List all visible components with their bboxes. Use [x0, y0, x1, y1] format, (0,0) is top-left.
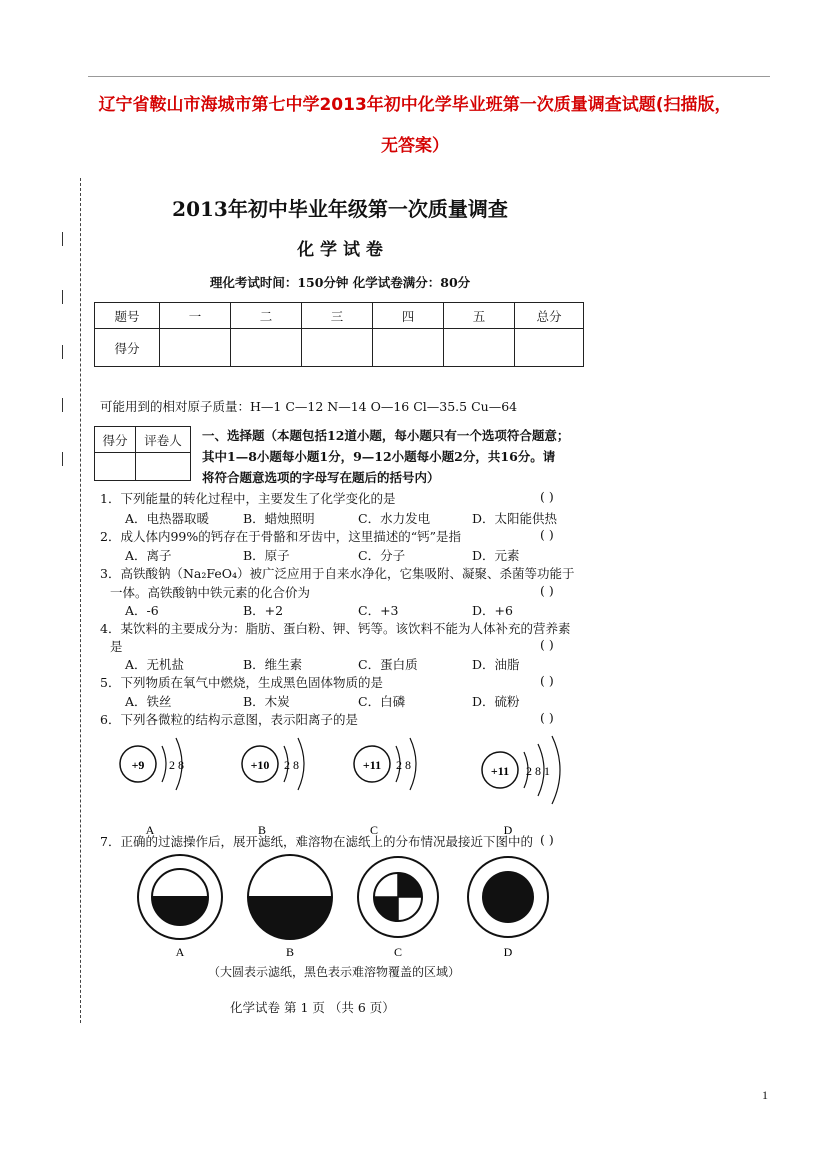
- exam-subject: 化 学 试 卷: [297, 240, 383, 260]
- diagram-label: D: [503, 823, 513, 837]
- q1-option-a: A．电热器取暖: [125, 511, 210, 526]
- q5-option-b: B．木炭: [243, 694, 290, 709]
- question-7-stem: 7．正确的过滤操作后，展开滤纸，难溶物在滤纸上的分布情况最接近下图中的: [100, 834, 533, 849]
- q5-option-c: C．白磷: [358, 694, 406, 709]
- score-header: 三: [302, 303, 373, 329]
- question-3-stem-line2: 一体。高铁酸钠中铁元素的化合价为: [110, 585, 311, 600]
- margin-mark: [62, 290, 67, 304]
- answer-bracket: ( ): [540, 527, 554, 542]
- q3-option-c: C．+3: [358, 603, 399, 618]
- score-header: 四: [373, 303, 444, 329]
- filter-diagram-d: [468, 857, 548, 959]
- q5-option-a: A．铁丝: [125, 694, 172, 709]
- q4-option-d: D．油脂: [472, 657, 520, 672]
- answer-bracket: ( ): [540, 710, 554, 725]
- nucleus-charge: +11: [362, 758, 382, 772]
- exam-page-footer: 化学试卷 第 1 页 （共 6 页）: [230, 1000, 395, 1015]
- question-7-caption: （大圆表示滤纸，黑色表示难溶物覆盖的区域）: [208, 965, 461, 979]
- diagram-label: A: [145, 823, 155, 837]
- diagram-label: B: [257, 823, 267, 837]
- q1-option-d: D．太阳能供热: [472, 511, 558, 526]
- grader-cell: [136, 453, 191, 481]
- question-3-stem-line1: 3．高铁酸钠（Na₂FeO₄）被广泛应用于自来水净化，它集吸附、凝聚、杀菌等功能于: [100, 566, 575, 581]
- nucleus-charge: +9: [131, 758, 145, 772]
- q2-option-c: C．分子: [358, 548, 406, 563]
- grader-name-header: 评卷人: [136, 427, 191, 453]
- filter-diagram-b: [248, 855, 332, 959]
- electron-shells: 2 8: [284, 758, 299, 772]
- grader-table: [94, 426, 191, 481]
- diagram-label: A: [175, 945, 185, 959]
- electron-shells: 2 8: [396, 758, 411, 772]
- question-5-stem: 5．下列物质在氧气中燃烧，生成黑色固体物质的是: [100, 675, 383, 690]
- exam-info: 理化考试时间：150分钟 化学试卷满分：80分: [209, 275, 471, 290]
- electron-shells: 2 8: [169, 758, 184, 772]
- answer-bracket: ( ): [540, 583, 554, 598]
- grader-cell: [95, 453, 136, 481]
- nucleus-charge: +10: [250, 758, 270, 772]
- score-table: [94, 302, 584, 367]
- question-6-stem: 6．下列各微粒的结构示意图，表示阳离子的是: [100, 712, 358, 727]
- q2-option-a: A．离子: [125, 548, 172, 563]
- score-header: 二: [231, 303, 302, 329]
- score-cell: [302, 329, 373, 367]
- document-title-line1: 辽宁省鞍山市海城市第七中学2013年初中化学毕业班第一次质量调查试题(扫描版，: [98, 95, 732, 115]
- score-cell: [160, 329, 231, 367]
- q2-option-b: B．原子: [243, 548, 290, 563]
- margin-mark: [62, 345, 67, 359]
- q3-option-d: D．+6: [472, 603, 513, 618]
- diagram-label: D: [503, 945, 513, 959]
- grader-score-header: 得分: [95, 427, 136, 453]
- q3-option-b: B．+2: [243, 603, 284, 618]
- score-cell: [231, 329, 302, 367]
- score-cell: [515, 329, 584, 367]
- q3-option-a: A．-6: [125, 603, 159, 618]
- section1-heading-line3: 将符合题意选项的字母写在题后的括号内）: [202, 470, 440, 485]
- filter-diagram-c: [358, 857, 438, 959]
- ion-diagram-d: [482, 736, 560, 837]
- diagram-label: C: [393, 945, 403, 959]
- score-header: 五: [444, 303, 515, 329]
- exam-title: 2013年初中毕业年级第一次质量调查: [172, 197, 508, 221]
- q4-option-a: A．无机盐: [125, 657, 185, 672]
- score-row-label: 得分: [95, 329, 160, 367]
- q1-option-c: C．水力发电: [358, 511, 431, 526]
- document-title-line2: 无答案）: [381, 136, 449, 156]
- diagram-label: B: [285, 945, 295, 959]
- question-2-stem: 2．成人体内99%的钙存在于骨骼和牙齿中，这里描述的“钙”是指: [100, 529, 462, 544]
- question-4-stem-line1: 4．某饮料的主要成分为：脂肪、蛋白粉、钾、钙等。该饮料不能为人体补充的营养素: [100, 621, 571, 636]
- diagram-label: C: [369, 823, 379, 837]
- answer-bracket: ( ): [540, 489, 554, 504]
- ion-diagram-c: [354, 738, 416, 837]
- electron-shells: 2 8 1: [526, 764, 550, 778]
- answer-bracket: ( ): [540, 832, 554, 847]
- q4-option-b: B．维生素: [243, 657, 303, 672]
- score-header: 总分: [515, 303, 584, 329]
- filter-paper-diagrams: [130, 852, 560, 962]
- score-header: 题号: [95, 303, 160, 329]
- answer-bracket: ( ): [540, 637, 554, 652]
- page-number: 1: [762, 1088, 768, 1102]
- ion-diagram-b: [242, 738, 304, 837]
- margin-mark: [62, 398, 67, 412]
- score-cell: [373, 329, 444, 367]
- section1-heading-line1: 一、选择题（本题包括12道小题，每小题只有一个选项符合题意；: [202, 428, 570, 443]
- q4-option-c: C．蛋白质: [358, 657, 418, 672]
- q1-option-b: B．蜡烛照明: [243, 511, 315, 526]
- q2-option-d: D．元素: [472, 548, 520, 563]
- question-4-stem-line2: 是: [110, 639, 123, 654]
- binding-margin-line: [80, 178, 81, 1023]
- question-1-stem: 1．下列能量的转化过程中，主要发生了化学变化的是: [100, 491, 396, 506]
- atomic-masses: 可能用到的相对原子质量：H—1 C—12 N—14 O—16 Cl—35.5 Cu—64: [100, 399, 518, 414]
- ion-structure-diagrams: [100, 728, 590, 840]
- filter-diagram-a: [138, 855, 222, 959]
- ion-diagram-a: [120, 738, 184, 837]
- margin-mark: [62, 232, 67, 246]
- nucleus-charge: +11: [490, 764, 510, 778]
- score-cell: [444, 329, 515, 367]
- answer-bracket: ( ): [540, 673, 554, 688]
- margin-mark: [62, 452, 67, 466]
- section1-heading-line2: 其中1—8小题每小题1分，9—12小题每小题2分，共16分。请: [202, 449, 556, 464]
- header-rule: [88, 76, 770, 77]
- q5-option-d: D．硫粉: [472, 694, 520, 709]
- score-header: 一: [160, 303, 231, 329]
